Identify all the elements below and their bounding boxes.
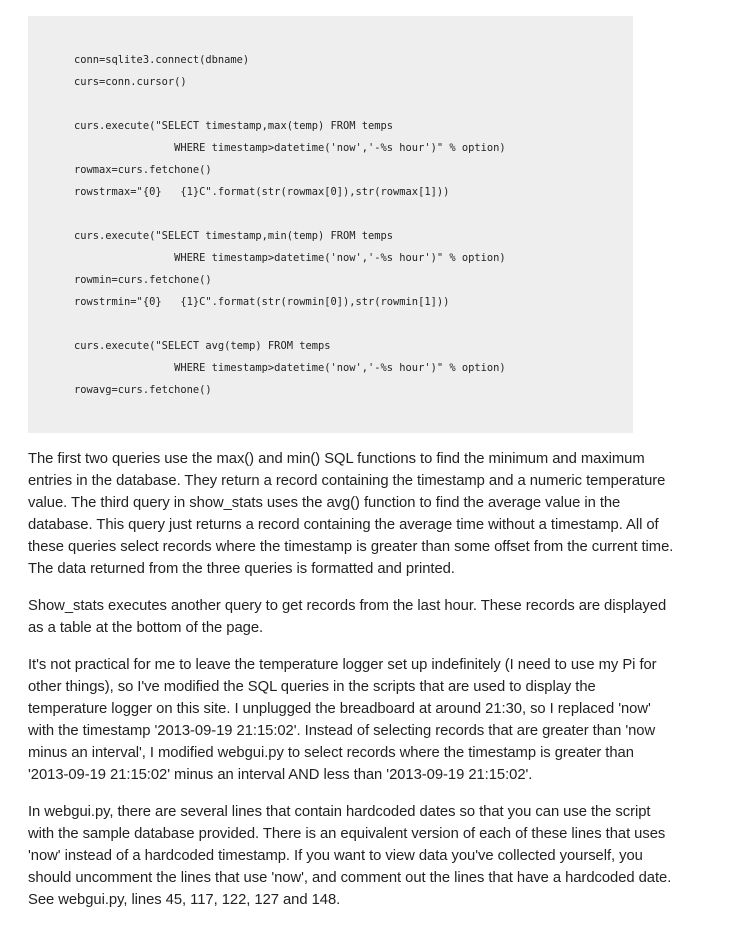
code-line: curs.execute("SELECT timestamp,max(temp) FROM temps (74, 120, 394, 132)
code-line: WHERE timestamp>datetime('now','-%s hour')" % option) (74, 362, 506, 374)
article-body (28, 448, 740, 926)
text-line: It's not practical for me to leave the temperature logger set up indefinitely (I need to use my Pi for (28, 657, 657, 673)
code-line-blank (74, 319, 633, 341)
code-line: conn=sqlite3.connect(dbname) (74, 54, 250, 66)
text-line: The first two queries use the max() and min() SQL functions to find the minimum and maximum (28, 451, 645, 467)
code-line-blank (74, 99, 633, 121)
text-line: with the sample database provided. There is an equivalent version of each of these lines that uses (28, 826, 666, 842)
code-line: rowavg=curs.fetchone() (74, 384, 212, 396)
text-line: as a table at the bottom of the page. (28, 620, 264, 636)
text-line: See webgui.py, lines 45, 117, 122, 127 and 148. (28, 892, 341, 908)
code-line: rowmax=curs.fetchone() (74, 164, 212, 176)
text-line: with the timestamp '2013-09-19 21:15:02'. Instead of selecting records that are greater than 'now (28, 723, 656, 739)
text-line: database. This query just returns a record containing the average time without a timestamp. All of (28, 517, 659, 533)
paragraph-hardcoded-timestamp (28, 654, 740, 786)
text-line: these queries select records where the timestamp is greater than some offset from the current time. (28, 539, 674, 555)
code-line: curs.execute("SELECT timestamp,min(temp) FROM temps (74, 230, 394, 242)
code-block (28, 16, 633, 433)
code-line: curs=conn.cursor() (74, 76, 187, 88)
text-line: minus an interval', I modified webgui.py to select records where the timestamp is greater than (28, 745, 634, 761)
code-line: rowmin=curs.fetchone() (74, 274, 212, 286)
code-line: WHERE timestamp>datetime('now','-%s hour')" % option) (74, 142, 506, 154)
text-line: value. The third query in show_stats uses the avg() function to find the average value in the (28, 495, 621, 511)
text-line: other things), so I've modified the SQL queries in the scripts that are used to display the (28, 679, 596, 695)
text-line: 'now' instead of a hardcoded timestamp. If you want to view data you've collected yourself, you (28, 848, 643, 864)
code-line: rowstrmax="{0} {1}C".format(str(rowmax[0]),str(rowmax[1])) (74, 186, 450, 198)
text-line: The data returned from the three queries is formatted and printed. (28, 561, 455, 577)
text-line: entries in the database. They return a record containing the timestamp and a numeric temperature (28, 473, 666, 489)
paragraph-queries-explanation (28, 448, 740, 580)
paragraph-show-stats (28, 595, 740, 639)
text-line: temperature logger on this site. I unplugged the breadboard at around 21:30, so I replaced 'now' (28, 701, 651, 717)
text-line: '2013-09-19 21:15:02' minus an interval AND less than '2013-09-19 21:15:02'. (28, 767, 533, 783)
text-line: In webgui.py, there are several lines that contain hardcoded dates so that you can use the script (28, 804, 651, 820)
text-line: should uncomment the lines that use 'now', and comment out the lines that have a hardcoded date. (28, 870, 672, 886)
paragraph-webgui-lines (28, 801, 740, 911)
code-line: WHERE timestamp>datetime('now','-%s hour')" % option) (74, 252, 506, 264)
text-line: Show_stats executes another query to get records from the last hour. These records are displayed (28, 598, 667, 614)
code-line: curs.execute("SELECT avg(temp) FROM temps (74, 340, 331, 352)
code-line: rowstrmin="{0} {1}C".format(str(rowmin[0]),str(rowmin[1])) (74, 296, 450, 308)
code-line-blank (74, 209, 633, 231)
